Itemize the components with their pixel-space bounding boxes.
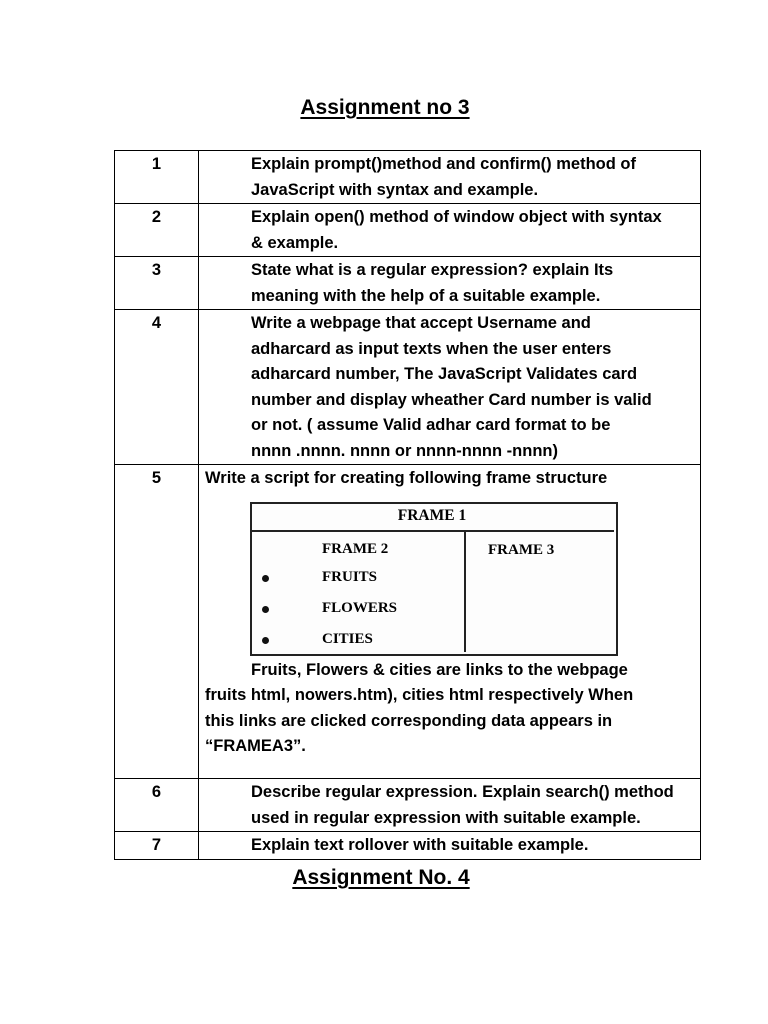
question-line: this links are clicked corresponding data appears in [205,711,613,730]
question-line: adharcard number, The JavaScript Validates card [251,365,638,383]
frame-divider [464,532,466,652]
question-text [199,204,701,257]
question-line: nnnn .nnnn. nnnn or nnnn-nnnn -nnnn) [251,441,558,460]
question-line: State what is a regular expression? explain Its [251,261,614,279]
table-row [115,257,701,310]
question-text [199,310,701,465]
question-line: meaning with the help of a suitable example. [251,286,601,305]
question-number: 5 [115,465,199,779]
frame-link-cities: CITIES [322,630,373,647]
table-row [115,310,701,465]
question-line-text: Fruits, Flowers & cities are links to the webpage [251,660,628,679]
question-line: Explain text rollover with suitable example. [251,836,589,854]
question-text [199,832,701,860]
question-line: JavaScript with syntax and example. [251,180,539,199]
question-number: 7 [115,832,199,860]
table-row [115,151,701,204]
question-number: 1 [115,151,199,204]
question-line: Explain open() method of window object with syntax [251,208,662,226]
bullet-icon [262,575,269,582]
question-line: Describe regular expression. Explain search() method [251,783,674,801]
bullet-icon [262,637,269,644]
question-line [205,658,694,684]
frame-2-label: FRAME 2 [322,540,389,557]
table-row [115,465,701,779]
frame-structure-figure [250,502,616,654]
question-line: fruits html, nowers.htm), cities html respectively When [205,686,634,704]
question-line: adharcard as input texts when the user enters [251,339,612,358]
question-number: 6 [115,779,199,832]
assignment-3-table [114,150,701,860]
question-text [199,465,701,779]
frame-link-flowers: FLOWERS [322,599,398,616]
question-line: Write a webpage that accept Username and [251,314,591,332]
assignment-4-title: Assignment No. 4 [292,866,470,889]
question-line: & example. [251,233,339,252]
question-line: used in regular expression with suitable example. [251,808,641,827]
bullet-icon [262,606,269,613]
frame-1-label: FRAME 1 [250,502,614,532]
question-line: Explain prompt()method and confirm() method of [251,155,636,173]
question-intro: Write a script for creating following frame structure [205,469,608,487]
question-number: 4 [115,310,199,465]
question-text [199,151,701,204]
frame-link-fruits: FRUITS [322,568,378,585]
assignment-3-title: Assignment no 3 [300,96,470,119]
question-line: “FRAMEA3”. [205,737,306,755]
question-text [199,779,701,832]
table-row [115,832,701,860]
frame-3-label: FRAME 3 [488,541,555,558]
question-line: number and display wheather Card number is valid [251,390,652,409]
question-text [199,257,701,310]
table-row [115,779,701,832]
question-number: 3 [115,257,199,310]
table-row [115,204,701,257]
question-line: or not. ( assume Valid adhar card format to be [251,416,611,434]
question-number: 2 [115,204,199,257]
